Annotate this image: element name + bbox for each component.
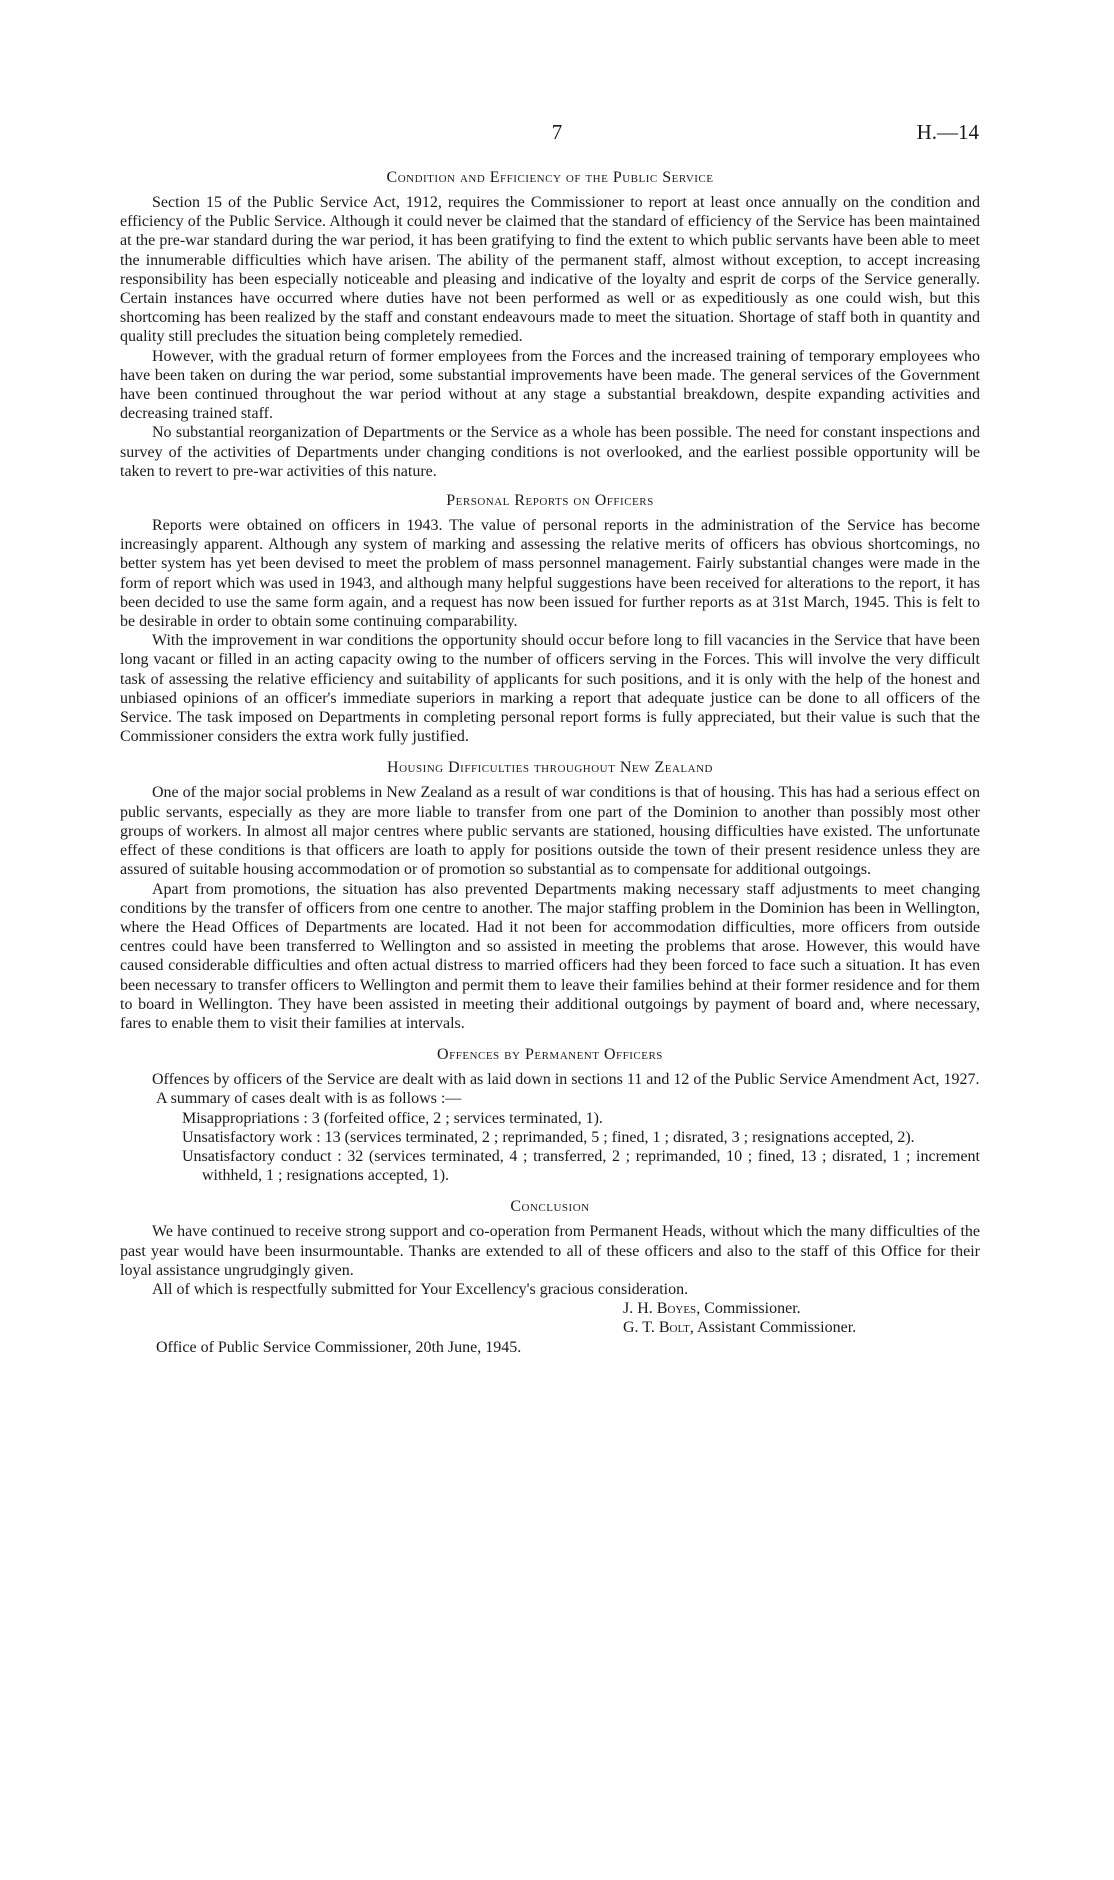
signatory-name: J. H. Boyes (623, 1300, 697, 1318)
section-housing (120, 758, 980, 1033)
heading-offences: Offences by Permanent Officers (437, 1046, 663, 1064)
paragraph: With the improvement in war conditions the opportunity should occur before long to fill vacancies in the Service that have been long vacant or filled in an acting capacity owing to the number of officers serving in the Forces. This will involve the very difficult task of assessing the relative efficiency and suitability of applicants for such positions, and it is only with the help of the honest and unbiased opinions of an officer's immediate superiors in marking a report that adequate justice can be done to all officers of the Service. The task imposed on Departments in completing personal report forms is fully appreciated, but their value is such that the Commissioner considers the extra work fully justified. (120, 632, 980, 746)
signatory-name: G. T. Bolt (623, 1319, 690, 1337)
office-date-line: Office of Public Service Commissioner, 20th June, 1945. (156, 1338, 522, 1356)
paragraph: One of the major social problems in New Zealand as a result of war conditions is that of housing. This has had a serious effect on public servants, especially as they are more liable to transfer from one part of the Dominion to another than possibly most other groups of workers. In almost all major centres where public servants are stationed, housing difficulties have existed. The unfortunate effect of these conditions is that officers are loath to apply for positions outside the town of their present residence unless they are assured of suitable housing accommodation or of promotion so substantial as to compensate for additional outgoings. (120, 784, 980, 879)
heading-conclusion: Conclusion (510, 1198, 590, 1216)
list-item: Misappropriations : 3 (forfeited office, 2 ; services terminated, 1). (182, 1109, 603, 1127)
paragraph: All of which is respectfully submitted for Your Excellency's gracious consideration. (152, 1280, 689, 1298)
list-item: Unsatisfactory work : 13 (services terminated, 2 ; reprimanded, 5 ; fined, 1 ; disrated, 3 ; resignations accepted, 2). (182, 1128, 915, 1146)
signatory-title: , Assistant Commissioner. (689, 1319, 857, 1337)
paragraph: No substantial reorganization of Departments or the Service as a whole has been possible. The need for constant inspections and survey of the activities of Departments under changing conditions is not overlooked, and the earliest possible opportunity will be taken to revert to pre-war activities of this nature. (120, 424, 980, 480)
signature-commissioner (623, 1299, 980, 1318)
signatory-title: , Commissioner. (696, 1300, 801, 1318)
signature-assistant-commissioner (623, 1318, 980, 1337)
paragraph: Section 15 of the Public Service Act, 1912, requires the Commissioner to report at least once annually on the condition and efficiency of the Public Service. Although it could never be claimed that the standard of efficiency of the Service has been maintained at the pre-war standard during the war period, it has been gratifying to find the extent to which public servants have been able to meet the innumerable difficulties which have arisen. The ability of the permanent staff, almost without exception, to accept increasing responsibility has been especially noticeable and pleasing and indicative of the loyalty and esprit de corps of the Service generally. Certain instances have occurred where duties have not been performed as well or as expeditiously as one could wish, but this shortcoming has been realized by the staff and constant endeavours made to meet the situation. Shortage of staff both in quantity and quality still precludes the situation being completely remedied. (120, 194, 980, 346)
document-reference: H.—14 (916, 120, 979, 144)
section-condition (120, 168, 980, 481)
page-number: 7 (551, 120, 563, 144)
section-offences (120, 1045, 980, 1185)
list-item: Unsatisfactory conduct : 32 (services terminated, 4 ; transferred, 2 ; reprimanded, 10 ; fined, 13 ; disrated, 1 ; increment withheld, 1 ; resignations accepted, 1). (182, 1147, 980, 1185)
paragraph: However, with the gradual return of former employees from the Forces and the increased training of temporary employees who have been taken on during the war period, some substantial improvements have been made. The general services of the Government have been continued throughout the war period without at any stage a substantial breakdown, despite expanding activities and decreasing trained staff. (120, 347, 980, 423)
document-body (120, 168, 980, 1367)
heading-reports: Personal Reports on Officers (446, 492, 654, 510)
summary-intro: A summary of cases dealt with is as follows :— (156, 1090, 462, 1108)
paragraph: Offences by officers of the Service are dealt with as laid down in sections 11 and 12 of the Public Service Amendment Act, 1927. (152, 1071, 980, 1089)
heading-condition: Condition and Efficiency of the Public Service (386, 169, 714, 186)
paragraph: Apart from promotions, the situation has also prevented Departments making necessary staff adjustments to meet changing conditions by the transfer of officers from one centre to another. The major staffing problem in the Dominion has been in Wellington, where the Head Offices of Departments are located. Had it not been for accommodation difficulties, more officers from outside centres could have been transferred to Wellington and so assisted in meeting the problems that arose. However, this would have caused considerable difficulties and often actual distress to married officers had they been forced to face such a situation. It has even been necessary to transfer officers to Wellington and permit them to leave their families behind at their former residence and for them to board in Wellington. They have been assisted in meeting their additional outgoings by payment of board and, where necessary, fares to enable them to visit their families at intervals. (120, 880, 980, 1032)
heading-housing: Housing Difficulties throughout New Zealand (387, 759, 713, 777)
paragraph: Reports were obtained on officers in 1943. The value of personal reports in the administration of the Service has become increasingly apparent. Although any system of marking and assessing the relative merits of officers has obvious shortcomings, no better system has yet been devised to meet the problem of mass personnel management. Fairly substantial changes were made in the form of report which was used in 1943, and although many helpful suggestions have been received for alterations to the report, it has been decided to use the same form again, and a request has now been issued for further reports as at 31st March, 1945. This is felt to be desirable in order to obtain some continuing comparability. (120, 517, 980, 631)
paragraph: We have continued to receive strong support and co-operation from Permanent Heads, without which the many difficulties of the past year would have been insurmountable. Thanks are extended to all of these officers and also to the staff of this Office for their loyal assistance ungrudgingly given. (120, 1223, 980, 1279)
section-reports (120, 491, 980, 746)
section-conclusion (120, 1197, 980, 1356)
